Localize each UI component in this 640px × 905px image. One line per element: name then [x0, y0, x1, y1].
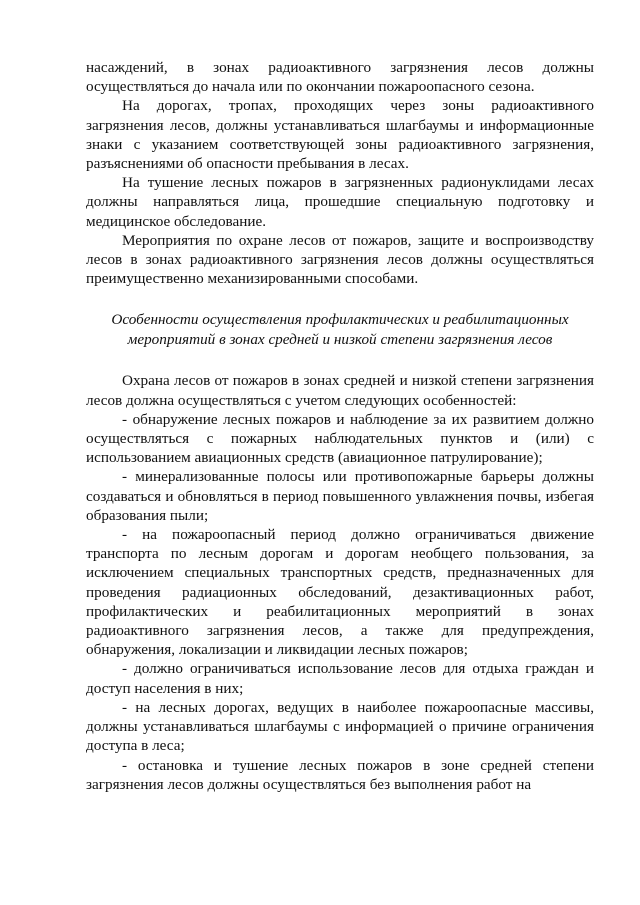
- list-item-recreation: - должно ограничиваться использование лесов для отдыха граждан и доступ населения в них;: [86, 660, 594, 697]
- paragraph-firefighters: На тушение лесных пожаров в загрязненных радионуклидами лесах должны направляться лица, прошедшие специальную подготовку и медицинское обследование.: [86, 174, 594, 230]
- section-heading: [86, 310, 594, 349]
- list-item-roadblocks: - на лесных дорогах, ведущих в наиболее пожароопасные массивы, должны устанавливаться шлагбаумы с информацией о причине ограничения доступа в леса;: [86, 698, 594, 755]
- list-item-transport: - на пожароопасный период должно ограничиваться движение транспорта по лесным дорогам и дорогам необщего пользования, за исключением специальных транспортных средств, предназначенных для проведения радиационных обследований, дезактивационных работ, профилактических и реабилитационных мероприятий в зонах радиоактивного загрязнения лесов, а также для предупреждения, обнаружения, локализации и ликвидации лесных пожаров;: [86, 526, 594, 659]
- paragraph-intro: Охрана лесов от пожаров в зонах средней и низкой степени загрязнения лесов должна осуществляться с учетом следующих особенностей:: [86, 372, 594, 409]
- list-item-suppression: - остановка и тушение лесных пожаров в зоне средней степени загрязнения лесов должны осуществляться без выполнения работ на: [86, 756, 594, 793]
- paragraph-continuation: насаждений, в зонах радиоактивного загрязнения лесов должны осуществляться до начала или по окончании пожароопасного сезона.: [86, 59, 594, 96]
- list-item-firebreaks: - минерализованные полосы или противопожарные барьеры должны создаваться и обновляться в период повышенного увлажнения почвы, избегая образования пыли;: [86, 468, 594, 524]
- paragraph-mechanized: Мероприятия по охране лесов от пожаров, защите и воспроизводству лесов в зонах радиоактивного загрязнения лесов должны осуществляться преимущественно механизированными способами.: [86, 231, 594, 288]
- list-item-detection: - обнаружение лесных пожаров и наблюдение за их развитием должно осуществляться с пожарных наблюдательных пунктов и (или) с использованием авиационных средств (авиационное патрулирование);: [86, 410, 594, 467]
- section-heading-line2: мероприятий в зонах средней и низкой степени загрязнения лесов: [127, 330, 553, 348]
- section-heading-line1: Особенности осуществления профилактических и реабилитационных: [111, 311, 569, 329]
- paragraph-barriers: На дорогах, тропах, проходящих через зоны радиоактивного загрязнения лесов, должны устанавливаться шлагбаумы и информационные знаки с указанием соответствующей зоны радиоактивного загрязнения, разъяснениями об опасности пребывания в лесах.: [86, 97, 594, 173]
